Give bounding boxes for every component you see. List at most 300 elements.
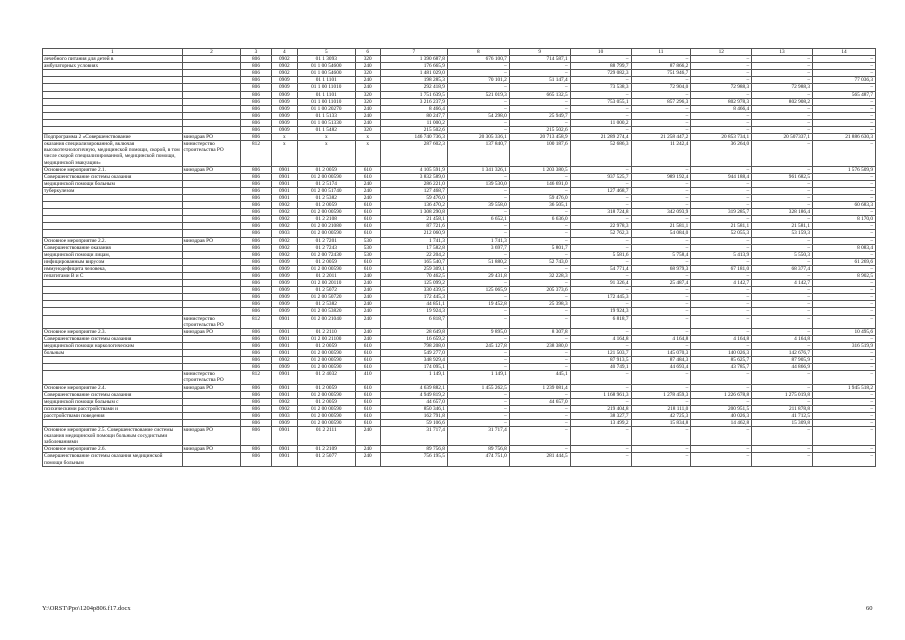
value-cell: 89 756,8 <box>380 446 447 453</box>
value-cell: 0902 <box>271 244 297 251</box>
value-cell: – <box>509 63 570 70</box>
value-cell: 39 558,0 <box>447 202 509 209</box>
value-cell: 87 913,5 <box>570 357 631 364</box>
value-cell: – <box>631 194 691 201</box>
value-cell: – <box>509 294 570 301</box>
value-cell: 6 652,1 <box>447 216 509 223</box>
value-cell: – <box>691 371 752 384</box>
value-cell: 240 <box>355 63 380 70</box>
value-cell: 0909 <box>271 273 297 280</box>
value-cell: – <box>509 237 570 244</box>
header-cell: 6 <box>355 49 380 56</box>
executor-cell <box>182 77 241 84</box>
executor-cell <box>182 230 241 237</box>
value-cell: 01 1 00 11010 <box>297 84 355 91</box>
executor-cell <box>182 202 241 209</box>
value-cell: – <box>752 194 813 201</box>
value-cell: 0902 <box>271 357 297 364</box>
table-row <box>43 371 876 384</box>
value-cell: 806 <box>241 308 271 315</box>
value-cell: 676 100,7 <box>447 56 509 63</box>
value-cell: 01 1 00 54600 <box>297 70 355 77</box>
value-cell: – <box>812 335 875 342</box>
value-cell: 1 149,1 <box>447 371 509 384</box>
value-cell: – <box>691 119 752 126</box>
value-cell: – <box>752 105 813 112</box>
value-cell: 59 106,6 <box>380 419 447 426</box>
value-cell: 806 <box>241 328 271 335</box>
value-cell: 0901 <box>271 427 297 446</box>
value-cell: 474 751,0 <box>447 453 509 466</box>
value-cell: 01 2 5072 <box>297 287 355 294</box>
value-cell: 806 <box>241 216 271 223</box>
row-label-cell: Основное мероприятие 2.4. <box>43 384 183 391</box>
value-cell: 01 1 00 51330 <box>297 119 355 126</box>
value-cell: 01 2 00 00590 <box>297 364 355 371</box>
value-cell: – <box>509 419 570 426</box>
header-cell: 8 <box>447 49 509 56</box>
value-cell: – <box>447 63 509 70</box>
value-cell: 1 239 081,4 <box>509 384 570 391</box>
value-cell: – <box>691 216 752 223</box>
value-cell: 850 346,1 <box>380 405 447 412</box>
executor-cell <box>182 335 241 342</box>
value-cell: 21 289 274,4 <box>570 134 631 141</box>
table-row <box>43 357 876 364</box>
value-cell: 1 741,3 <box>447 237 509 244</box>
value-cell: 0909 <box>271 98 297 105</box>
value-cell: – <box>447 308 509 315</box>
value-cell: 01 2 2108 <box>297 216 355 223</box>
value-cell: 0901 <box>271 371 297 384</box>
value-cell: – <box>812 180 875 187</box>
value-cell: 0909 <box>271 91 297 98</box>
value-cell: – <box>447 335 509 342</box>
value-cell: 610 <box>355 419 380 426</box>
row-label-cell: оказания специализированной, включая высокотехнологичную, медицинской помощи, скорой, в том числе скорой специализированной, медицинской помощи, медицинской эвакуации» <box>43 141 183 166</box>
value-cell: – <box>752 127 813 134</box>
value-cell: 77 036,3 <box>812 77 875 84</box>
value-cell: 88 799,7 <box>570 63 631 70</box>
value-cell: 0901 <box>271 446 297 453</box>
value-cell: 3 832 589,0 <box>380 173 447 180</box>
table-row <box>43 265 876 272</box>
table-row <box>43 209 876 216</box>
executor-cell <box>182 180 241 187</box>
value-cell: 01 2 00 21040 <box>297 315 355 328</box>
value-cell: – <box>447 187 509 194</box>
value-cell: 806 <box>241 364 271 371</box>
executor-cell <box>182 364 241 371</box>
table-row <box>43 180 876 187</box>
row-label-cell <box>43 315 183 328</box>
value-cell: x <box>355 141 380 166</box>
row-label-cell: иммунодефицита человека, <box>43 265 183 272</box>
table-row <box>43 230 876 237</box>
value-cell: 52 686,3 <box>570 141 631 166</box>
value-cell: – <box>812 453 875 466</box>
row-label-cell <box>43 127 183 134</box>
value-cell: – <box>570 237 631 244</box>
value-cell: 174 095,1 <box>380 364 447 371</box>
value-cell: 142 676,7 <box>752 350 813 357</box>
value-cell: 1 945 518,2 <box>812 384 875 391</box>
table-row <box>43 398 876 405</box>
value-cell: 0909 <box>271 112 297 119</box>
value-cell: 806 <box>241 237 271 244</box>
value-cell: 0902 <box>271 405 297 412</box>
table-row <box>43 384 876 391</box>
executor-cell <box>182 273 241 280</box>
value-cell: 240 <box>355 315 380 328</box>
value-cell: – <box>812 280 875 287</box>
table-row <box>43 105 876 112</box>
value-cell: 0901 <box>271 328 297 335</box>
row-label-cell <box>43 112 183 119</box>
table-row <box>43 412 876 419</box>
value-cell: 0901 <box>271 166 297 173</box>
value-cell: – <box>447 119 509 126</box>
value-cell: 802 908,2 <box>752 98 813 105</box>
value-cell: – <box>570 328 631 335</box>
row-label-cell: психическими расстройствами и <box>43 405 183 412</box>
value-cell: 240 <box>355 187 380 194</box>
value-cell: – <box>752 141 813 166</box>
value-cell: 215 502,6 <box>509 127 570 134</box>
value-cell: – <box>691 202 752 209</box>
value-cell: 01 1 00 20270 <box>297 105 355 112</box>
value-cell: 610 <box>355 265 380 272</box>
value-cell: 01 2 00 00590 <box>297 357 355 364</box>
table-row <box>43 446 876 453</box>
value-cell: 4 142,7 <box>691 280 752 287</box>
value-cell: 21 886 630,3 <box>812 134 875 141</box>
value-cell: – <box>570 398 631 405</box>
value-cell: – <box>691 342 752 349</box>
value-cell: 70 101,2 <box>447 77 509 84</box>
value-cell: – <box>812 56 875 63</box>
value-cell: 85 625,7 <box>691 357 752 364</box>
value-cell: 01 2 5382 <box>297 194 355 201</box>
executor-cell: минздрав РО <box>182 427 241 446</box>
value-cell: 0902 <box>271 209 297 216</box>
value-cell: 806 <box>241 134 271 141</box>
value-cell: – <box>812 119 875 126</box>
table-row <box>43 280 876 287</box>
value-cell: 806 <box>241 230 271 237</box>
value-cell: 806 <box>241 187 271 194</box>
row-label-cell <box>43 308 183 315</box>
budget-table-sheet <box>42 48 876 467</box>
value-cell: – <box>509 223 570 230</box>
value-cell: – <box>752 301 813 308</box>
value-cell: 21 581,1 <box>752 223 813 230</box>
value-cell: – <box>509 350 570 357</box>
value-cell: 806 <box>241 427 271 446</box>
row-label-cell <box>43 419 183 426</box>
value-cell: 01 1 1101 <box>297 91 355 98</box>
value-cell: – <box>812 141 875 166</box>
value-cell: 806 <box>241 119 271 126</box>
value-cell: 1 390 687,8 <box>380 56 447 63</box>
value-cell: 240 <box>355 335 380 342</box>
table-row <box>43 251 876 258</box>
value-cell: – <box>812 105 875 112</box>
executor-cell <box>182 251 241 258</box>
table-row <box>43 166 876 173</box>
value-cell: 806 <box>241 391 271 398</box>
value-cell: 212 060,9 <box>380 230 447 237</box>
value-cell: – <box>509 209 570 216</box>
value-cell: – <box>570 287 631 294</box>
value-cell: 1 168 961,3 <box>570 391 631 398</box>
value-cell: – <box>691 244 752 251</box>
table-row <box>43 127 876 134</box>
executor-cell <box>182 453 241 466</box>
table-row <box>43 273 876 280</box>
row-label-cell <box>43 84 183 91</box>
value-cell: 60 683,3 <box>812 202 875 209</box>
executor-cell <box>182 70 241 77</box>
value-cell: – <box>570 112 631 119</box>
value-cell: 125 065,9 <box>447 287 509 294</box>
value-cell: – <box>447 412 509 419</box>
executor-cell <box>182 127 241 134</box>
row-label-cell <box>43 105 183 112</box>
value-cell: – <box>691 328 752 335</box>
value-cell: – <box>570 105 631 112</box>
value-cell: 44 657,0 <box>509 398 570 405</box>
value-cell: – <box>447 84 509 91</box>
page-number: 60 <box>866 605 873 612</box>
value-cell: – <box>752 342 813 349</box>
table-row <box>43 216 876 223</box>
row-label-cell: медицинской помощи больным <box>43 180 183 187</box>
value-cell: – <box>752 180 813 187</box>
value-cell: – <box>631 427 691 446</box>
value-cell: 1 308 290,8 <box>380 209 447 216</box>
value-cell: 318 724,8 <box>570 209 631 216</box>
value-cell: 17 582,8 <box>380 244 447 251</box>
table-row <box>43 419 876 426</box>
value-cell: 176 665,9 <box>380 63 447 70</box>
value-cell: – <box>812 357 875 364</box>
table-row <box>43 112 876 119</box>
value-cell: – <box>570 453 631 466</box>
value-cell: 0909 <box>271 258 297 265</box>
value-cell: 4 142,7 <box>752 280 813 287</box>
value-cell: 11 242,4 <box>631 141 691 166</box>
value-cell: 87 866,2 <box>631 63 691 70</box>
value-cell: 806 <box>241 301 271 308</box>
value-cell: – <box>812 194 875 201</box>
value-cell: – <box>631 301 691 308</box>
value-cell: 59 476,0 <box>509 194 570 201</box>
value-cell: – <box>691 180 752 187</box>
value-cell: 54 771,4 <box>570 265 631 272</box>
value-cell: 240 <box>355 77 380 84</box>
executor-cell <box>182 258 241 265</box>
header-cell: 9 <box>509 49 570 56</box>
row-label-cell <box>43 280 183 287</box>
value-cell: 8 170,0 <box>812 216 875 223</box>
value-cell: – <box>691 194 752 201</box>
value-cell: 01 2 2110 <box>297 328 355 335</box>
value-cell: x <box>355 134 380 141</box>
value-cell: 87 484,3 <box>631 357 691 364</box>
value-cell: 54 084,0 <box>631 230 691 237</box>
value-cell: 0901 <box>271 384 297 391</box>
value-cell: 31 717,4 <box>380 427 447 446</box>
value-cell: 1 203 380,5 <box>509 166 570 173</box>
executor-cell: минздрав РО <box>182 166 241 173</box>
table-row <box>43 91 876 98</box>
value-cell: 806 <box>241 166 271 173</box>
value-cell: – <box>752 453 813 466</box>
value-cell: – <box>631 398 691 405</box>
executor-cell <box>182 419 241 426</box>
value-cell: – <box>447 364 509 371</box>
value-cell: 812 <box>241 315 271 328</box>
value-cell: 806 <box>241 251 271 258</box>
row-label-cell <box>43 70 183 77</box>
value-cell: 44 851,1 <box>380 301 447 308</box>
value-cell: 11 000,2 <box>570 119 631 126</box>
value-cell: 610 <box>355 350 380 357</box>
row-label-cell <box>43 209 183 216</box>
value-cell: 798 208,0 <box>380 342 447 349</box>
value-cell: 89 756,8 <box>447 446 509 453</box>
value-cell: 139 530,0 <box>447 180 509 187</box>
value-cell: x <box>271 141 297 166</box>
value-cell: – <box>691 56 752 63</box>
value-cell: 0903 <box>271 230 297 237</box>
budget-table <box>42 48 876 467</box>
value-cell: 219 404,8 <box>570 405 631 412</box>
value-cell: 806 <box>241 112 271 119</box>
value-cell: 756 195,5 <box>380 453 447 466</box>
value-cell: 21 458,1 <box>380 216 447 223</box>
value-cell: 445,1 <box>509 371 570 384</box>
value-cell: 0909 <box>271 84 297 91</box>
executor-cell <box>182 216 241 223</box>
value-cell: 25 949,7 <box>509 112 570 119</box>
value-cell: 6 818,7 <box>570 315 631 328</box>
value-cell: – <box>752 63 813 70</box>
value-cell: 240 <box>355 105 380 112</box>
value-cell: 240 <box>355 446 380 453</box>
header-cell: 4 <box>271 49 297 56</box>
value-cell: 320 <box>355 56 380 63</box>
value-cell: – <box>509 105 570 112</box>
value-cell: 4 164,8 <box>631 335 691 342</box>
value-cell: 54 298,0 <box>447 112 509 119</box>
table-row <box>43 244 876 251</box>
value-cell: 52 743,0 <box>509 258 570 265</box>
table-row <box>43 328 876 335</box>
value-cell: 1 278 459,3 <box>631 391 691 398</box>
value-cell: 240 <box>355 180 380 187</box>
value-cell: 530 <box>355 251 380 258</box>
value-cell: 806 <box>241 405 271 412</box>
value-cell: 0909 <box>271 280 297 287</box>
value-cell: – <box>812 112 875 119</box>
value-cell: 8 902,5 <box>812 273 875 280</box>
value-cell: 806 <box>241 294 271 301</box>
value-cell: 31 717,4 <box>447 427 509 446</box>
row-label-cell <box>43 301 183 308</box>
header-cell: 5 <box>297 49 355 56</box>
value-cell: – <box>509 427 570 446</box>
row-label-cell: Основное мероприятие 2.5. Совершенствование системы оказания медицинской помощи больным сосудистыми заболеваниями <box>43 427 183 446</box>
value-cell: – <box>447 251 509 258</box>
executor-cell <box>182 98 241 105</box>
executor-cell <box>182 173 241 180</box>
row-label-cell <box>43 287 183 294</box>
value-cell: 292 418,9 <box>380 84 447 91</box>
row-label-cell: Совершенствование системы оказания <box>43 335 183 342</box>
value-cell: 240 <box>355 328 380 335</box>
value-cell: 51 880,2 <box>447 258 509 265</box>
value-cell: 937 525,7 <box>570 173 631 180</box>
value-cell: 806 <box>241 244 271 251</box>
value-cell: 0902 <box>271 216 297 223</box>
executor-cell <box>182 265 241 272</box>
value-cell: – <box>812 187 875 194</box>
table-row <box>43 342 876 349</box>
header-cell: 7 <box>380 49 447 56</box>
value-cell: – <box>570 342 631 349</box>
value-cell: – <box>447 194 509 201</box>
value-cell: 52 055,3 <box>691 230 752 237</box>
value-cell: – <box>812 398 875 405</box>
value-cell: – <box>812 308 875 315</box>
row-label-cell: Основное мероприятие 2.3. <box>43 328 183 335</box>
executor-cell: минздрав РО <box>182 446 241 453</box>
value-cell: 145 070,3 <box>631 350 691 357</box>
value-cell: 4 105 591,9 <box>380 166 447 173</box>
value-cell: 28 649,8 <box>380 328 447 335</box>
table-row <box>43 194 876 201</box>
row-label-cell: медицинской помощи больным с <box>43 398 183 405</box>
value-cell: 1 481 029,0 <box>380 70 447 77</box>
executor-cell <box>182 112 241 119</box>
value-cell: 238 380,0 <box>509 342 570 349</box>
value-cell: 806 <box>241 98 271 105</box>
value-cell: 41 712,5 <box>752 412 813 419</box>
value-cell: – <box>509 265 570 272</box>
value-cell: 610 <box>355 230 380 237</box>
value-cell: 806 <box>241 84 271 91</box>
value-cell: – <box>812 427 875 446</box>
value-cell: – <box>691 63 752 70</box>
value-cell: – <box>631 77 691 84</box>
value-cell: 44 657,0 <box>380 398 447 405</box>
value-cell: 281 444,5 <box>509 453 570 466</box>
value-cell: 989 192,4 <box>631 173 691 180</box>
value-cell: 70 462,5 <box>380 273 447 280</box>
row-label-cell: медицинской помощи лицам, <box>43 251 183 258</box>
value-cell: 01 2 5382 <box>297 301 355 308</box>
header-cell: 14 <box>812 49 875 56</box>
header-cell: 10 <box>570 49 631 56</box>
value-cell: – <box>447 350 509 357</box>
value-cell: 320 <box>355 98 380 105</box>
value-cell: – <box>752 294 813 301</box>
value-cell: – <box>812 63 875 70</box>
value-cell: 01 2 5077 <box>297 453 355 466</box>
value-cell: – <box>812 230 875 237</box>
